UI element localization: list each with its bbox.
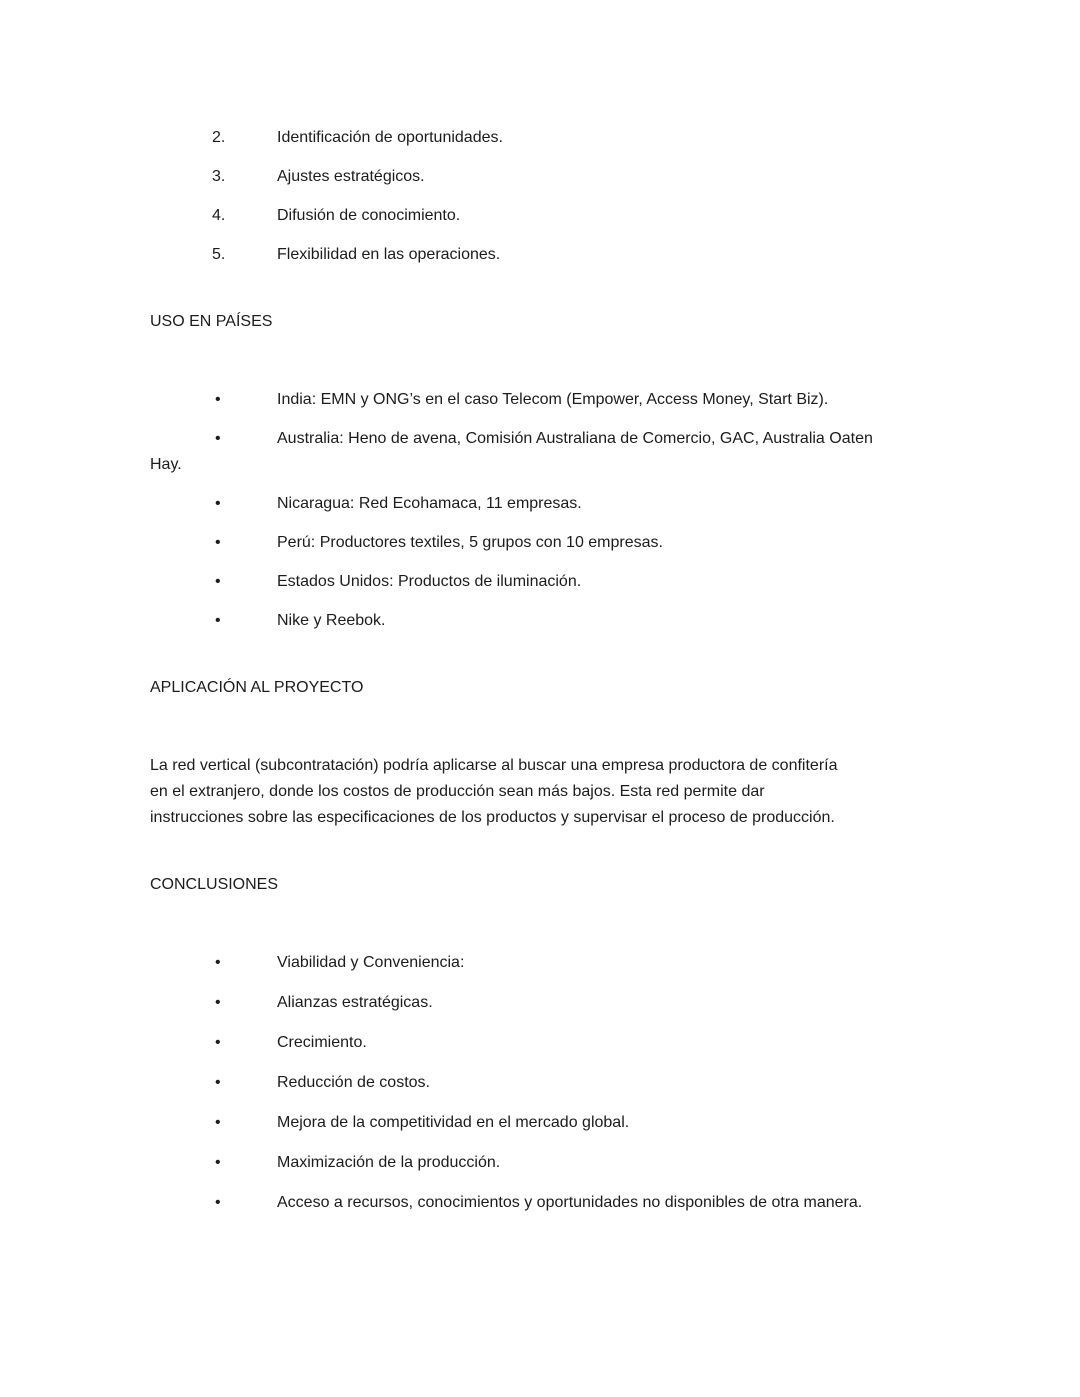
list-item [215,1070,930,1096]
list-item-number: 4. [212,207,226,224]
list-item-number: 2. [212,129,226,146]
bullet-icon: • [215,573,221,590]
list-item-text: Alianzas estratégicas. [277,994,433,1011]
list-item [212,125,930,151]
list-item-text: Flexibilidad en las operaciones. [277,246,501,263]
list-item-text: Nicaragua: Red Ecohamaca, 11 empresas. [277,495,582,512]
bullet-icon: • [215,391,221,408]
section-heading-aplicacion-al-proyecto: APLICACIÓN AL PROYECTO [150,679,364,696]
bullet-icon: • [215,1034,221,1051]
list-item [215,950,930,976]
list-item-text: Acceso a recursos, conocimientos y oportunidades no disponibles de otra manera. [277,1194,863,1211]
list-item-text: Ajustes estratégicos. [277,168,425,185]
list-item [215,530,930,556]
list-item [215,990,930,1016]
list-item [215,569,930,595]
bullet-icon: • [215,495,221,512]
list-item [212,203,930,229]
list-item [215,608,930,634]
list-item-text: Mejora de la competitividad en el mercado global. [277,1114,630,1131]
uso-en-paises-list [150,387,930,634]
conclusiones-list [150,950,930,1216]
paragraph-line: en el extranjero, donde los costos de producción sean más bajos. Esta red permite dar [150,783,765,800]
body-paragraph [150,753,930,831]
list-item-text: Difusión de conocimiento. [277,207,461,224]
list-item-text: Maximización de la producción. [277,1154,501,1171]
list-item-continuation-text: Hay. [150,456,182,473]
list-item-number: 5. [212,246,226,263]
list-item-text: Estados Unidos: Productos de iluminación. [277,573,582,590]
bullet-icon: • [215,1074,221,1091]
list-item-text: Australia: Heno de avena, Comisión Australiana de Comercio, GAC, Australia Oaten [277,430,873,447]
list-item-text: Reducción de costos. [277,1074,430,1091]
list-item [215,1030,930,1056]
bullet-icon: • [215,1154,221,1171]
bullet-icon: • [215,534,221,551]
section-heading-uso-en-paises: USO EN PAÍSES [150,313,273,330]
paragraph-line: instrucciones sobre las especificaciones de los productos y supervisar el proceso de producción. [150,809,835,826]
list-item-text: Perú: Productores textiles, 5 grupos con 10 empresas. [277,534,663,551]
bullet-icon: • [215,1194,221,1211]
section-heading-conclusiones: CONCLUSIONES [150,876,279,893]
list-item [215,1110,930,1136]
list-item-text: Viabilidad y Conveniencia: [277,954,465,971]
bullet-icon: • [215,1114,221,1131]
list-item [215,1190,930,1216]
list-item-number: 3. [212,168,226,185]
paragraph-line: La red vertical (subcontratación) podría aplicarse al buscar una empresa productora de confitería [150,757,838,774]
list-item [212,242,930,268]
list-item-text: Crecimiento. [277,1034,367,1051]
list-item [215,491,930,517]
list-item-text: India: EMN y ONG’s en el caso Telecom (Empower, Access Money, Start Biz). [277,391,829,408]
numbered-list [150,125,930,268]
bullet-icon: • [215,994,221,1011]
list-item [215,387,930,413]
bullet-icon: • [215,430,221,447]
list-item-text: Nike y Reebok. [277,612,386,629]
list-item [212,164,930,190]
bullet-icon: • [215,954,221,971]
list-item [150,426,930,478]
list-item-text: Identificación de oportunidades. [277,129,503,146]
bullet-icon: • [215,612,221,629]
list-item [215,1150,930,1176]
